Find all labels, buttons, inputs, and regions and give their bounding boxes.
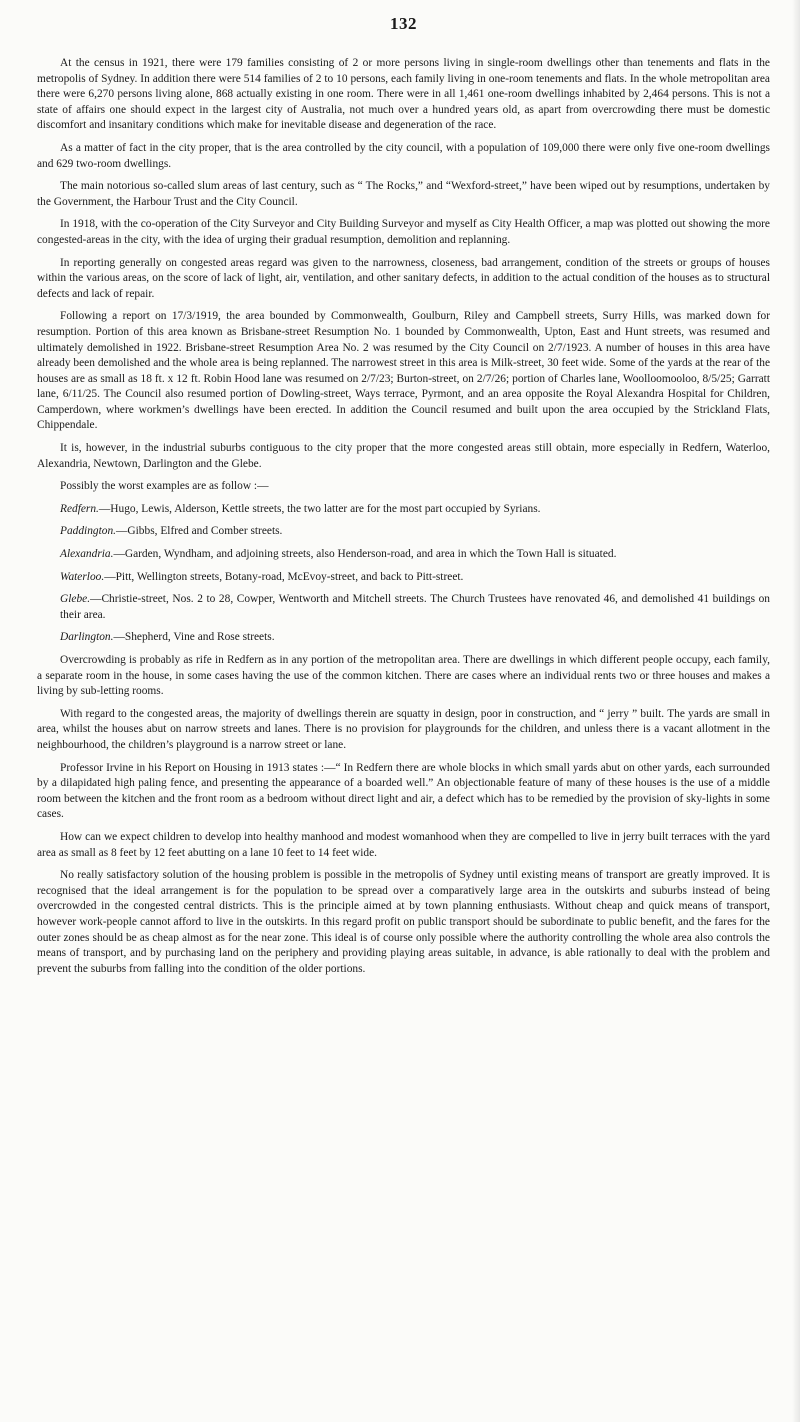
paragraph-census-1921: At the census in 1921, there were 179 families consisting of 2 or more persons living in single-room dwellings other than tenements and flats in the metropolis of Sydney. In addition there were 514 families of 2 to 10 persons, each family living in one-room tenements and flats. In the whole metropolitan area there were 6,270 persons living alone, 868 actually existing in one room. There were in all 1,461 one-room dwellings inhabited by 2,464 persons. This is not a state of affairs one should expect in the largest city of Australia, not much over a hundred years old, as apart from overcrowding there must be domestic discomfort and insanitary conditions which make for inevitable disease and degeneration of the race.	[37, 57, 770, 132]
locality-text: —Hugo, Lewis, Alderson, Kettle streets, the two latter are for the most part occupied by Syrians.	[98, 502, 541, 515]
locality-waterloo	[60, 570, 770, 586]
paragraph-overcrowding-redfern: Overcrowding is probably as rife in Redfern as in any portion of the metropolitan area. There are dwellings in which different people occupy, each family, a separate room in the house, in some cases having the use of the common kitchen. There are cases where an individual rents two or three houses and makes a living by sub-letting rooms.	[37, 654, 770, 698]
paragraph-transport-solution: No really satisfactory solution of the housing problem is possible in the metropolis of Sydney until existing means of transport are greatly improved. It is recognised that the ideal arrangement is for the population to be spread over a comparatively large area in the outskirts and suburbs instead of being overcrowded in the congested central districts. This is the principle aimed at by town planning enthusiasts. Without cheap and quick means of transport, however work-people cannot afford to live in the outskirts. In this regard profit on public transport should be subordinate to public benefit, and the fares for the outer zones should be as cheap almost as for the near zone. This ideal is of course only possible where the authority controlling the whole area also controls the means of transport, and by purchasing land on the periphery and providing playing areas suitable, in advance, is able rationally to deal with the problem and prevent the suburbs from falling into the condition of the older portions.	[37, 869, 770, 975]
paragraph-city-proper: As a matter of fact in the city proper, that is the area controlled by the city council, with a population of 109,000 there were only five one-room dwellings and 629 two-room dwellings.	[37, 141, 770, 170]
locality-text: —Gibbs, Elfred and Comber streets.	[116, 525, 283, 538]
paragraph-worst-examples-intro: Possibly the worst examples are as follow :—	[60, 480, 269, 493]
locality-name: Paddington.	[60, 525, 117, 538]
page-edge-shadow	[792, 0, 800, 1422]
locality-text: —Pitt, Wellington streets, Botany-road, McEvoy-street, and back to Pitt-street.	[104, 570, 464, 583]
paragraph-industrial-suburbs: It is, however, in the industrial suburbs contiguous to the city proper that the more congested areas still obtain, more especially in Redfern, Waterloo, Alexandria, Newtown, Darlington and the Glebe.	[37, 442, 770, 470]
locality-name: Alexandria.	[60, 548, 114, 561]
locality-name: Darlington.	[60, 631, 114, 644]
locality-paddington	[60, 524, 770, 540]
page-number: 132	[390, 14, 417, 33]
paragraph-1918-map: In 1918, with the co-operation of the City Surveyor and City Building Surveyor and myself as City Health Officer, a map was plotted out showing the more congested-areas in the city, with the idea of urging their gradual resumption, demolition and replanning.	[37, 218, 770, 246]
locality-name: Redfern.	[60, 502, 99, 515]
paragraph-professor-irvine: Professor Irvine in his Report on Housing in 1913 states :—“ In Redfern there are whole blocks in which small yards abut on other yards, each surrounded by a dilapidated high paling fence, and presenting the appearance of a boarded well.” An objectionable feature of many of these houses is the use of a middle room between the kitchen and the front room as a bedroom without direct light and air, a defect which has to be remedied by the provision of sky-lights in some cases.	[37, 761, 770, 821]
locality-text: —Shepherd, Vine and Rose streets.	[113, 631, 275, 644]
locality-name: Glebe.	[60, 593, 91, 606]
locality-redfern	[60, 502, 770, 518]
locality-darlington	[60, 630, 770, 646]
locality-text: —Christie-street, Nos. 2 to 28, Cowper, Wentworth and Mitchell streets. The Church Trustees have renovated 46, and demolished 41 buildings on their area.	[60, 593, 770, 621]
locality-alexandria	[60, 547, 770, 563]
locality-name: Waterloo.	[60, 570, 105, 583]
paragraph-dwelling-design: With regard to the congested areas, the majority of dwellings therein are squatty in design, poor in construction, and “ jerry ” built. The yards are small in area, whilst the houses abut on narrow streets and lanes. There is no provision for playgrounds for the children, and unless there is a vacant allotment in the neighbourhood, the children’s playground is a narrow street or lane.	[37, 707, 770, 751]
paragraph-resumptions: Following a report on 17/3/1919, the area bounded by Commonwealth, Goulburn, Riley and Campbell streets, Surry Hills, was marked down for resumption. Portion of this area known as Brisbane-street Resumption No. 1 bounded by Commonwealth, Upton, East and Hunt streets, was resumed and ultimately demolished in 1922. Brisbane-street Resumption Area No. 2 was resumed by the City Council on 2/7/1923. A number of houses in this area have already been demolished and the whole area is being replanned. The narrowest street in this area is Milk-street, 30 feet wide. Some of the yards at the rear of the houses are as small as 18 ft. x 12 ft. Robin Hood lane was resumed on 2/7/23; Burton-street, on 2/7/26; portion of Charles lane, Woolloomooloo, 8/5/25; Garratt lane, 6/11/25. The Council also resumed portion of Dowling-street, Ways terrace, Pyrmont, and an area opposite the Royal Alexandra Hospital for Children, Camperdown, where workmen’s dwellings have been erected. In addition the Council resumed and built upon the area occupied by the Strickland Flats, Chippendale.	[37, 310, 770, 432]
paragraph-reporting-criteria: In reporting generally on congested areas regard was given to the narrowness, closeness, bad arrangement, condition of the streets or groups of houses within the various areas, on the score of lack of light, air, ventilation, and other sanitary defects, in addition to the actual condition of the houses as to structural defects and lack of repair.	[37, 256, 770, 300]
paragraph-children-development: How can we expect children to develop into healthy manhood and modest womanhood when they are compelled to live in jerry built terraces with the yard area as small as 8 feet by 12 feet abutting on a lane 10 feet to 14 feet wide.	[37, 830, 770, 859]
locality-text: —Garden, Wyndham, and adjoining streets, also Henderson-road, and area in which the Town Hall is situated.	[113, 548, 617, 561]
locality-glebe	[60, 592, 770, 623]
paragraph-slum-areas: The main notorious so-called slum areas of last century, such as “ The Rocks,” and “Wexford-street,” have been wiped out by resumptions, undertaken by the Government, the Harbour Trust and the City Council.	[37, 180, 770, 208]
